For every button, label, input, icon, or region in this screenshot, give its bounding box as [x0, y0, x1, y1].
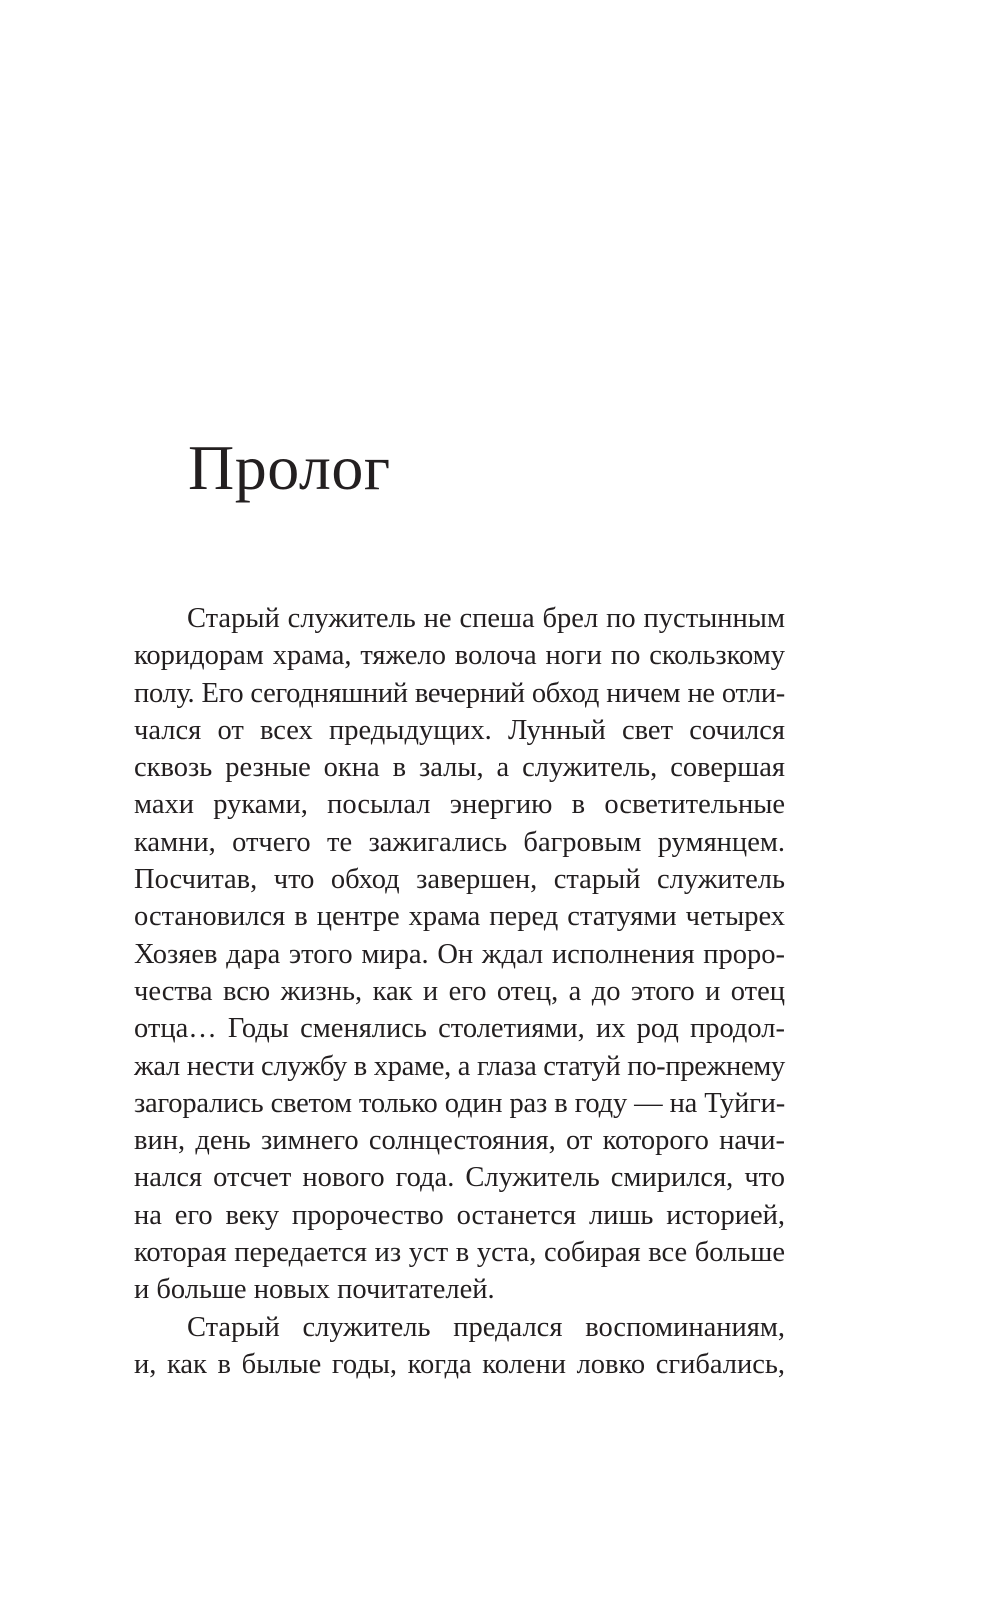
text-line: на его веку пророчество останется лишь историей, [134, 1199, 785, 1231]
paragraph-1 [134, 600, 785, 1309]
text-line: полу. Его сегодняшний вечерний обход ничем не отли- [134, 677, 785, 709]
text-line: Старый служитель предался воспоминаниям, [187, 1311, 785, 1343]
text-line: чался от всех предыдущих. Лунный свет сочился [134, 714, 785, 746]
text-line: Старый служитель не спеша брел по пустынным [187, 603, 785, 634]
chapter-title: Пролог [188, 432, 391, 503]
text-line: Посчитав, что обход завершен, старый служитель [134, 864, 785, 896]
text-line: которая передается из уст в уста, собирая все больше [134, 1237, 785, 1269]
text-line: загорались светом только один раз в году — на Туйги- [134, 1087, 785, 1119]
text-line: нался отсчет нового года. Служитель смирился, что [134, 1162, 785, 1194]
text-line: отца… Годы сменялись столетиями, их род продол- [134, 1013, 785, 1045]
text-line: и, как в былые годы, когда колени ловко сгибались, [134, 1348, 785, 1380]
paragraph-2 [134, 1309, 785, 1384]
text-line: коридорам храма, тяжело волоча ноги по скользкому [134, 640, 785, 672]
text-line: чества всю жизнь, как и его отец, а до этого и отец [134, 975, 785, 1007]
text-line: камни, отчего те зажигались багровым румянцем. [134, 826, 785, 858]
text-line: сквозь резные окна в залы, а служитель, совершая [134, 752, 785, 784]
text-line: жал нести службу в храме, а глаза статуй по-прежнему [134, 1050, 785, 1082]
text-line: и больше новых почитателей. [134, 1274, 495, 1306]
text-line: остановился в центре храма перед статуями четырех [134, 901, 785, 933]
text-line: вин, день зимнего солнцестояния, от которого начи- [134, 1125, 785, 1157]
body-text [134, 600, 785, 1383]
text-line: Хозяев дара этого мира. Он ждал исполнения проро- [134, 938, 785, 970]
text-line: махи руками, посылал энергию в осветительные [134, 789, 785, 821]
